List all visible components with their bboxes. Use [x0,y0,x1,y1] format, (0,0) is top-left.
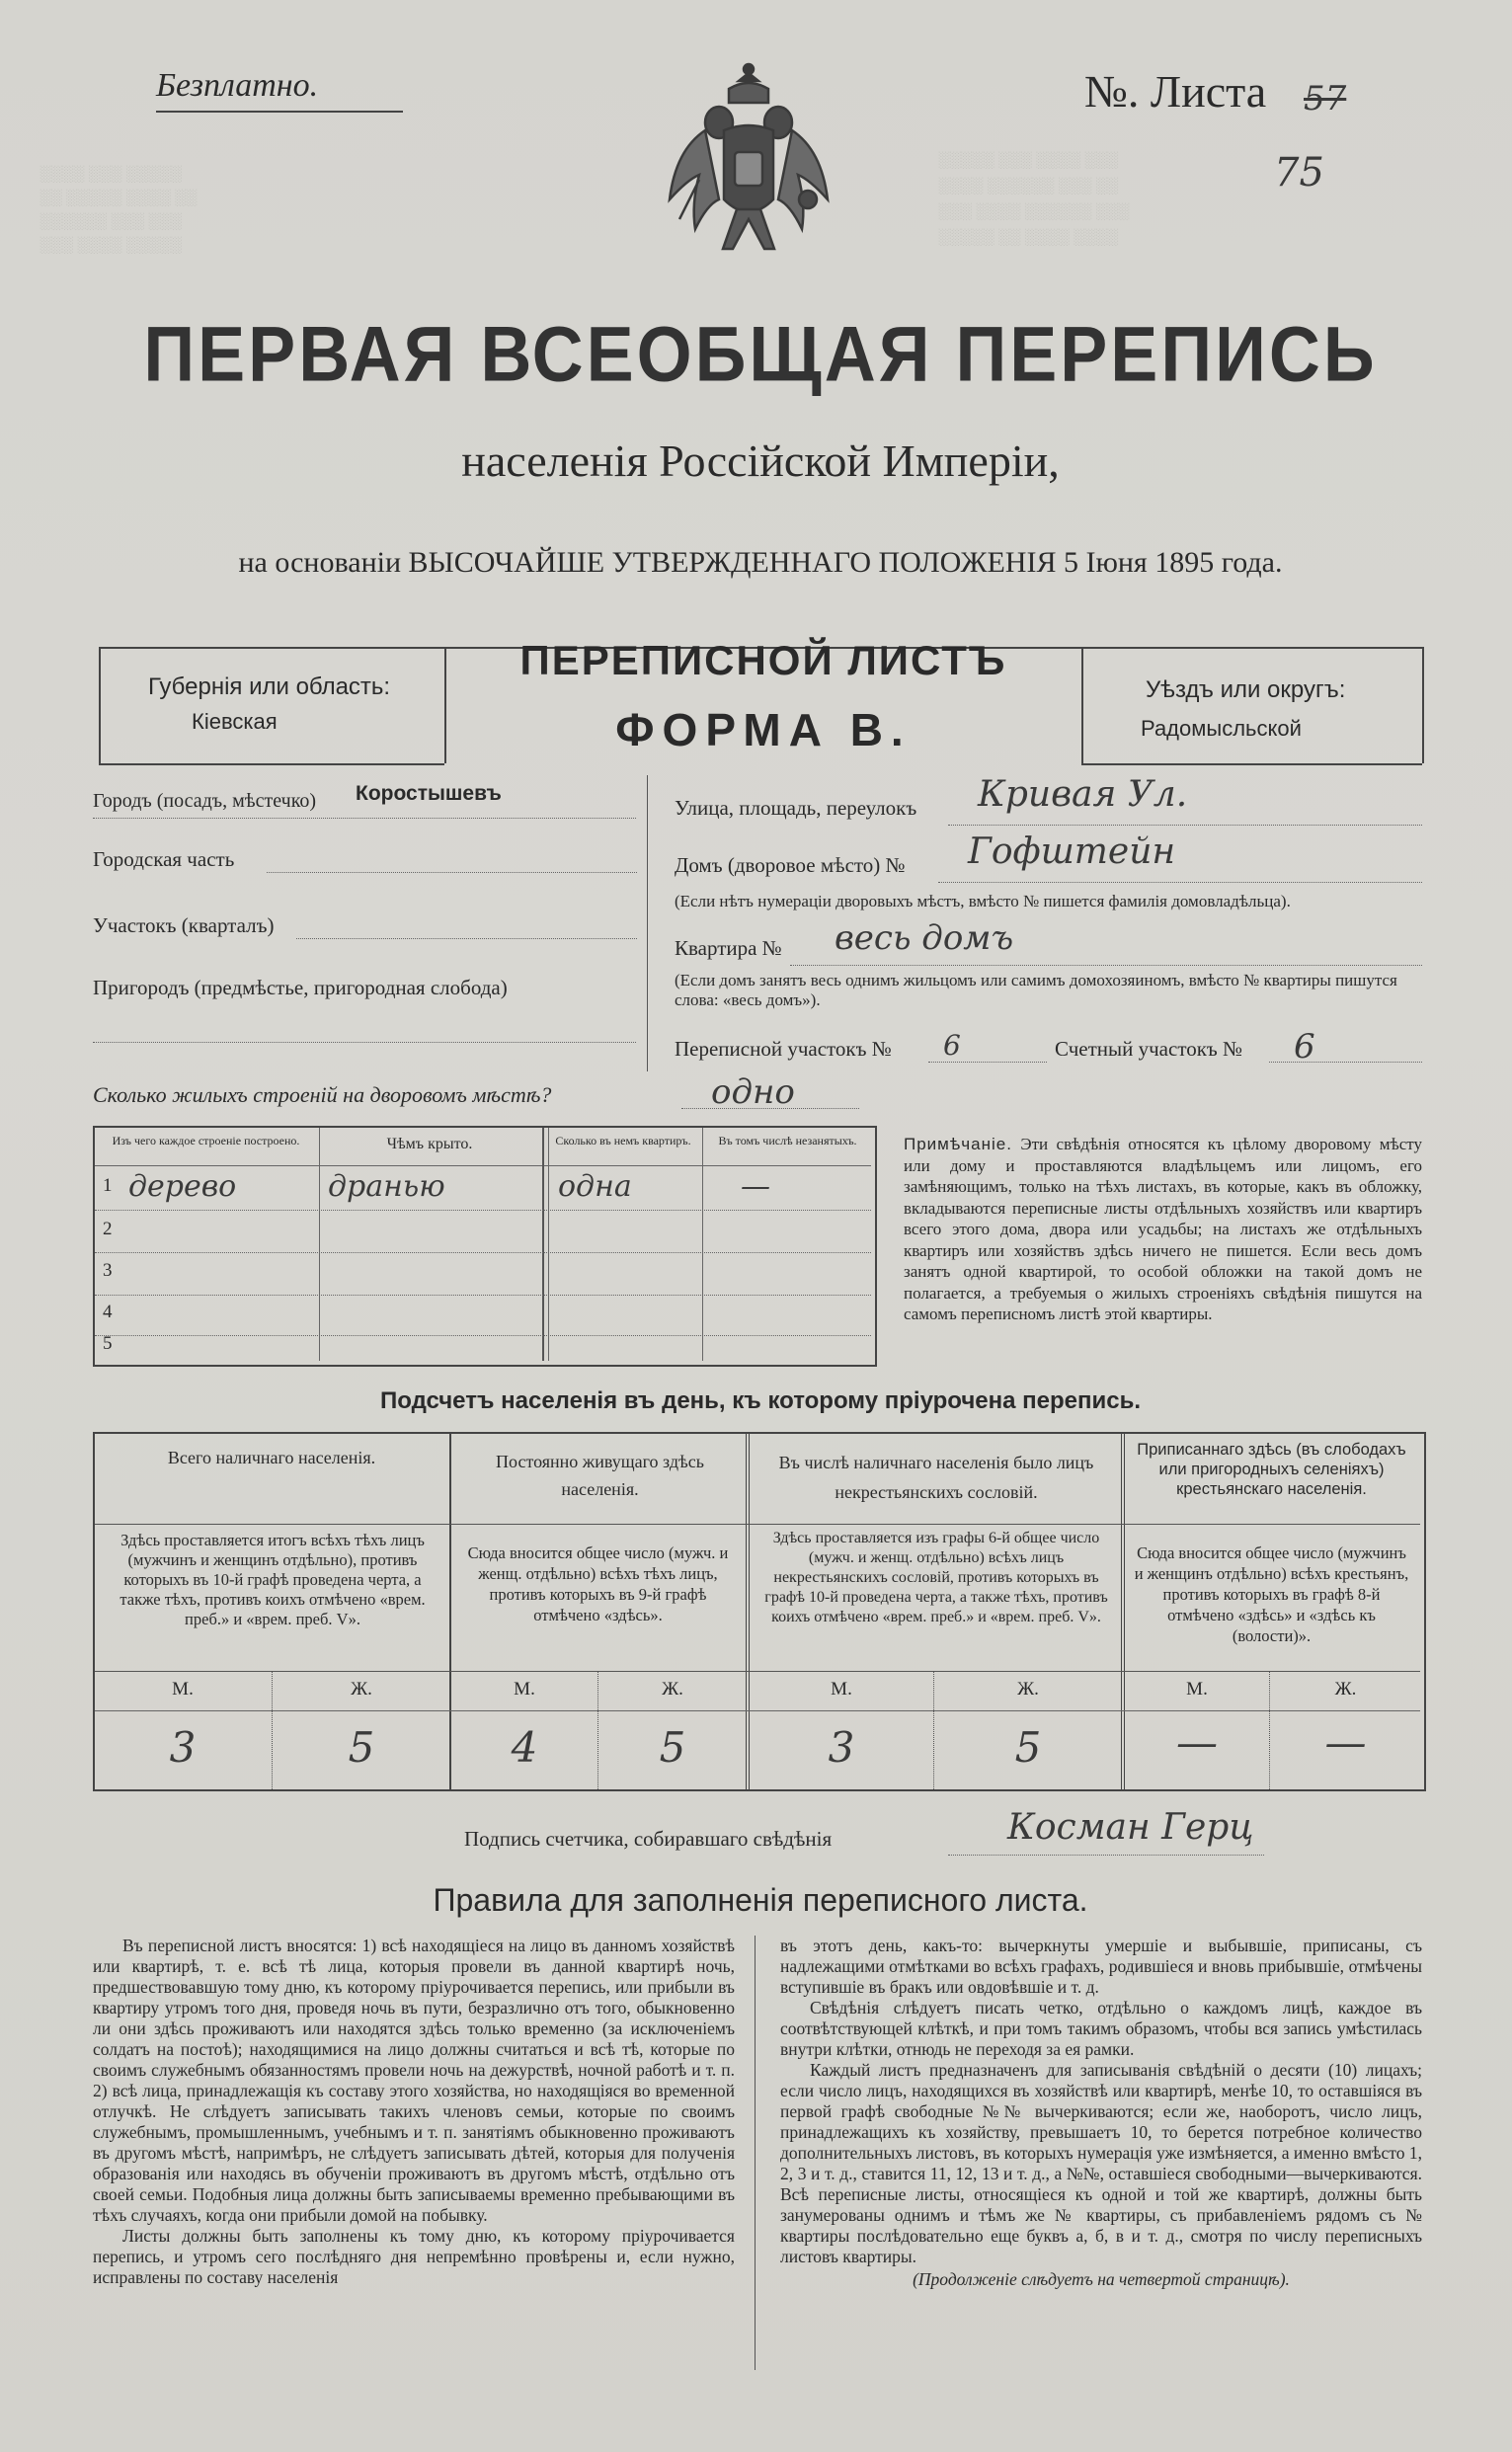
population-f-value[interactable]: — [1324,1718,1367,1767]
buildings-note-text: Эти свѣдѣнія относятся къ цѣлому дворовому мѣсту или дому и проставляются владѣльцемъ или лицомъ, его замѣняющимъ, только на тѣхъ листахъ, въ которые, какъ въ обложку, вкладываются переписные листы отдѣльныхъ хозяйствъ или квартиръ всего этого дома, двора или усадьбы; на листахъ же отдѣльныхъ квартиръ или хозяйствъ здѣсь ничего не пишется. Если весь домъ занятъ одной квартирой, то особой обложки на такой домъ не полагается, а требуемыя о жилыхъ строеніяхъ свѣдѣнія пишутся на самомъ переписномъ листѣ этой квартиры. [904,1135,1422,1323]
rules-paragraph: Въ переписной листъ вносятся: 1) всѣ находящіеся на лицо въ данномъ хозяйствѣ или квартирѣ, т. е. всѣ тѣ лица, которыя провели въ данной квартирѣ ночь, предшествовавшую тому дню, къ которому пріурочивается перепись, или прибыли въ квартиру утромъ того дня, проведя ночь въ пути, безразлично отъ того, обыкновенно ли они здѣсь проживаютъ или находятся здѣсь только временно (за исключеніемъ солдатъ на постоѣ); находящимися на лицо должны считаться и всѣ тѣ, которые по своимъ служебнымъ обязанностямъ провели ночь на дежурствѣ, ночной работѣ и т. п. 2) всѣ лица, принадлежащія къ составу этого хозяйства, но находящіяся во временной отлучкѣ. Не слѣдуетъ записывать такихъ членовъ семьи, которые по своимъ служебнымъ, промышленнымъ, учебнымъ и т. п. занятіямъ обыкновенно проживаютъ въ другомъ мѣстѣ, напримѣръ, не слѣдуетъ записывать дѣтей, которыя для полученія образованія или находясь въ обученіи проживаютъ въ другомъ мѣстѣ, отдѣльно отъ своей семьи. Подобныя лица должны быть записываемы временно пребывающими въ тѣхъ случаяхъ, когда они прибыли домой на побывку. [93,1936,735,2225]
buildings-row-rule-2 [95,1252,871,1253]
buildings-row-roof[interactable]: дранью [328,1169,445,1204]
buildings-row-rule-1 [95,1210,871,1211]
population-col-head: Въ числѣ наличнаго населенія было лицъ некрестьянскихъ сословій. [778,1453,1094,1502]
population-m-label: М. [514,1679,535,1700]
population-f-label: Ж. [662,1679,683,1700]
city-value[interactable]: Коростышевъ [356,782,502,805]
buildings-row-rule-3 [95,1295,871,1296]
population-col-head: Приписаннаго здѣсь (въ слободахъ или пригородныхъ селеніяхъ) крестьянскаго населенія. [1137,1441,1406,1498]
house-line [938,882,1422,883]
population-f-value[interactable]: 5 [659,1723,686,1772]
population-f-label: Ж. [351,1679,372,1700]
free-label: Безплатно. [156,67,319,104]
form-right-border [1422,647,1424,763]
legal-basis: на основаніи ВЫСОЧАЙШЕ УТВЕРЖДЕННАГО ПОЛОЖЕНІЯ 5 Іюня 1895 года. [238,546,1283,579]
buildings-row-material[interactable]: дерево [128,1169,237,1204]
population-col-head: Постоянно живущаго здѣсь населенія. [496,1452,704,1499]
buildings-col-material: Изъ чего каждое строеніе построено. [112,1134,300,1147]
rules-continuation: (Продолженіе слѣдуетъ на четвертой страницѣ). [913,2269,1290,2289]
population-col-head: Всего наличнаго населенія. [167,1448,376,1467]
house-label: Домъ (дворовое мѣсто) № [675,853,906,877]
gubernia-label: Губернія или область: [148,673,391,700]
suburb-line[interactable] [93,1042,636,1043]
sheet-number-handwritten: 75 [1274,150,1324,196]
census-district-value[interactable]: 6 [943,1029,961,1062]
census-district-line [928,1062,1047,1063]
district-line[interactable] [296,938,637,939]
census-district-label: Переписной участокъ № [675,1037,892,1061]
free-underline [156,111,403,113]
city-part-label: Городская часть [93,847,235,871]
page-title: ПЕРВАЯ ВСЕОБЩАЯ ПЕРЕПИСЬ [143,311,1378,398]
population-f-label: Ж. [1334,1679,1357,1700]
bleed-through-left: ░░░░ ░░░ ░░░░░ ░░ ░░░░░ ░░░░ ░░ ░░░░░░ ░░░ ░░░ ░░░ ░░░░ ░░░░░ [40,166,198,254]
population-m-value[interactable]: 3 [828,1723,855,1772]
signature-label: Подпись счетчика, собиравшаго свѣдѣнія [464,1827,833,1851]
buildings-note-title: Примѣчаніе. [904,1135,1012,1153]
house-note: (Если нѣтъ нумераціи дворовыхъ мѣстъ, вмѣсто № пишется фамилія домовладѣльца). [675,892,1291,910]
apt-line [790,965,1422,966]
address-divider [647,775,648,1071]
buildings-row-rule-4 [95,1335,871,1336]
rules-column-1 [93,1936,735,2288]
buildings-col-apartments: Сколько въ немъ квартиръ. [555,1134,691,1147]
form-divider-left [444,647,446,763]
rules-paragraph: Каждый листъ предназначенъ для записыванія свѣдѣній о десяти (10) лицахъ; если число лицъ, находящихся въ хозяйствѣ или квартирѣ, менѣе 10, то оставшіяся въ первой графѣ свободные №№ вычеркиваются; если же, наоборотъ, число лицъ, принадлежащихъ къ хозяйству, превышаетъ 10, то берется потребное количество дополнительныхъ листовъ, въ которыхъ нумерація уже измѣняется, а именно вмѣсто 1, 2, 3 и т. д., ставится 11, 12, 13 и т. д., а №№, оставшіеся свободными—вычеркиваются. Всѣ переписные листы, относящіеся къ одной и той же квартирѣ, должны быть занумерованы однимъ и тѣмъ же № квартиры, съ прибавленіемъ рядомъ съ № квартиры послѣдовательно еще буквъ а, б, в и т. д., смотря по числу переписныхъ листовъ квартиры. [780,2060,1422,2266]
population-f-value[interactable]: 5 [1014,1723,1042,1772]
uezd-value[interactable]: Радомысльской [1141,716,1302,741]
gubernia-value[interactable]: Кіевская [192,709,278,734]
buildings-row-num: 1 [103,1175,113,1196]
population-title: Подсчетъ населенія въ день, къ которому пріурочена перепись. [380,1387,1141,1414]
rules-paragraph: Свѣдѣнія слѣдуетъ писать четко, отдѣльно о каждомъ лицѣ, каждое въ соотвѣтствующей клѣткѣ, и при томъ такимъ образомъ, чтобы вся запись умѣстилась внутри клѣтки, отнюдь не переходя за ея рамки. [780,1998,1422,2059]
page-subtitle: населенія Россійской Имперіи, [461,435,1060,486]
count-district-label: Счетный участокъ № [1055,1037,1243,1061]
signature-value[interactable]: Косман Герц [1007,1807,1254,1848]
buildings-answer-line [681,1108,859,1109]
rules-paragraph: Листы должны быть заполнены къ тому дню, къ которому пріурочивается перепись, и утромъ сего послѣдняго дня непремѣнно провѣрены и, если нужно, исправлены по составу населенія [93,2226,735,2287]
house-value[interactable]: Гофштейн [968,831,1176,872]
buildings-row-apartments[interactable]: одна [558,1169,632,1204]
population-col-desc: Сюда вносится общее число (мужч. и женщ. отдѣльно) всѣхъ тѣхъ лицъ, противъ которыхъ въ 9-й графѣ отмѣчено «здѣсь». [467,1543,729,1624]
uezd-label: Уѣздъ или округъ: [1146,676,1346,703]
buildings-row-num: 5 [103,1333,113,1354]
form-left-bottom [99,763,444,765]
rules-column-divider [755,1936,756,2370]
street-line [948,825,1422,826]
form-left-border [99,647,101,763]
buildings-question: Сколько жилыхъ строеній на дворовомъ мѣстѣ? [93,1082,552,1107]
street-value[interactable]: Кривая Ул. [978,774,1188,815]
bleed-through-right: ░░░░░ ░░░ ░░░░ ░░░ ░░░░ ░░░░░░ ░░░ ░░ ░░░ ░░░░ ░░░░░░ ░░░ ░░░░░ ░░ ░░░░ ░░░░ [938,152,1130,246]
buildings-row-num: 2 [103,1219,113,1239]
population-m-value[interactable]: 3 [169,1723,197,1772]
signature-line [948,1855,1264,1856]
population-mf-rule [95,1710,1420,1711]
sheet-number-label: №. Листа [1084,66,1267,117]
buildings-vline-1 [319,1128,320,1361]
rules-paragraph: въ этотъ день, какъ-то: вычеркнуты умершіе и выбывшіе, приписаны, съ надлежащими отмѣтками во всѣхъ графахъ, родившіеся и вновь прибывшіе, отмѣчены вступившіе въ бракъ или овдовѣвшіе и т. д. [780,1936,1422,1997]
population-m-label: М. [831,1679,852,1700]
buildings-row-num: 3 [103,1260,113,1281]
population-f-value[interactable]: 5 [348,1723,375,1772]
city-label: Городъ (посадъ, мѣстечко) [93,790,317,812]
suburb-label: Пригородъ (предмѣстье, пригородная слобода) [93,976,508,999]
population-desc-rule [95,1671,1420,1672]
form-divider-right [1081,647,1083,763]
population-col-desc: Здѣсь проставляется изъ графы 6-й общее число (мужч. и женщ. отдѣльно) всѣхъ лицъ некрестьянскихъ сословій, противъ которыхъ въ графѣ 10-й проведена черта, а также тѣхъ, противъ коихъ отмѣчено «врем. преб.» и «врем. преб. V». [764,1530,1108,1625]
sheet-title: ПЕРЕПИСНОЙ ЛИСТЪ [519,637,1007,683]
form-name: ФОРМА В. [615,704,912,755]
buildings-col-vacant: Въ томъ числѣ незанятыхъ. [718,1134,857,1147]
buildings-row-vacant[interactable]: — [741,1169,770,1204]
buildings-vline-3 [702,1128,703,1361]
buildings-note [904,1134,1422,1325]
population-m-label: М. [1186,1679,1208,1700]
population-col-desc: Сюда вносится общее число (мужчинъ и женщинъ отдѣльно) всѣхъ крестьянъ, противъ которыхъ въ графѣ 8-й отмѣчено «здѣсь» и «здѣсь къ (волости)». [1134,1543,1409,1645]
city-part-line[interactable] [267,872,637,873]
apt-label: Квартира № [675,936,782,960]
population-m-value[interactable]: — [1176,1718,1218,1767]
district-label: Участокъ (кварталъ) [93,913,275,937]
population-f-label: Ж. [1017,1679,1039,1700]
buildings-answer[interactable]: одно [711,1072,795,1112]
buildings-vline-2 [542,1128,544,1361]
population-mf-split-3 [933,1671,934,1789]
count-district-value[interactable]: 6 [1294,1027,1315,1067]
population-mf-split-1 [272,1671,273,1789]
buildings-head-rule [95,1165,871,1166]
imperial-eagle-icon [660,61,837,274]
population-mf-split-2 [597,1671,598,1789]
rules-column-2 [780,1936,1422,2290]
apt-value[interactable]: весь домъ [835,918,1014,958]
city-line [93,818,636,819]
population-m-value[interactable]: 4 [511,1723,538,1772]
street-label: Улица, площадь, переулокъ [675,796,917,820]
form-right-bottom [1081,763,1422,765]
buildings-table [93,1126,877,1367]
population-mf-split-4 [1269,1671,1270,1789]
buildings-col-roof: Чѣмъ крыто. [386,1136,473,1152]
count-district-line [1269,1062,1422,1063]
population-head-rule [95,1524,1420,1525]
apt-note: (Если домъ занятъ весь однимъ жильцомъ или самимъ домохозяиномъ, вмѣсто № квартиры пишутся слова: «весь домъ»). [675,971,1397,1009]
population-col-desc: Здѣсь проставляется итогъ всѣхъ тѣхъ лицъ (мужчинъ и женщинъ отдѣльно), противъ которыхъ въ 10-й графѣ проведена черта, а также тѣхъ, противъ коихъ отмѣчено «врем. преб.» и «врем. преб. V». [119,1531,426,1628]
population-m-label: М. [172,1679,194,1700]
buildings-row-num: 4 [103,1302,113,1322]
sheet-number-value: 57 [1304,79,1347,119]
rules-title: Правила для заполненія переписного листа. [433,1882,1088,1918]
buildings-vline-2b [548,1128,549,1361]
